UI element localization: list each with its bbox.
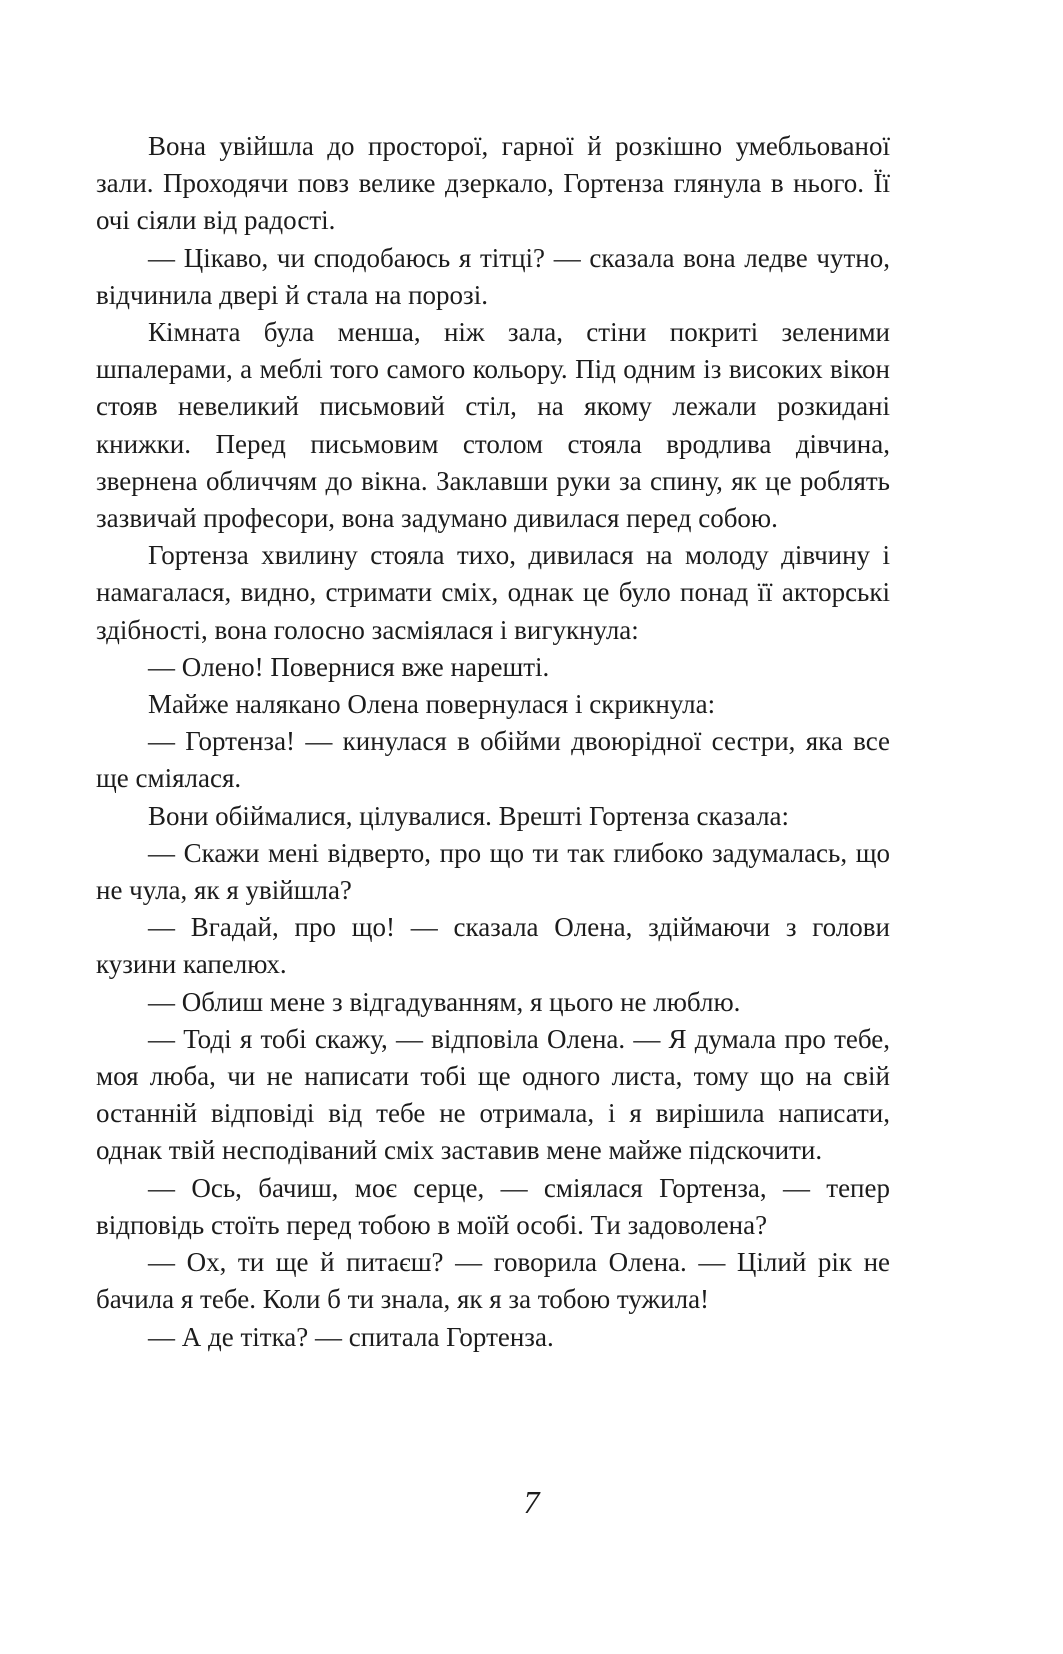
paragraph-6: Майже налякано Олена повернулася і скрикнула:	[148, 689, 716, 720]
page-body	[96, 128, 890, 1356]
paragraph-8: Вони обіймалися, цілувалися. Врешті Гортенза сказала:	[148, 800, 790, 831]
paragraph-13: — Ось, бачиш, моє серце, — сміялася Гортенза, — тепер відповідь стоїть перед тобою в моїй особі. Ти задоволена?	[96, 1172, 890, 1240]
paragraph-10: — Вгадай, про що! — сказала Олена, здіймаючи з голови кузини капелюх.	[96, 912, 890, 980]
paragraph-5: — Олено! Повернися вже нарешті.	[148, 651, 550, 682]
paragraph-14: — Ох, ти ще й питаєш? — говорила Олена. — Цілий рік не бачила я тебе. Коли б ти знала, як я за тобою тужила!	[96, 1247, 890, 1315]
paragraph-1: Вона увійшла до просторої, гарної й розкішно умебльованої зали. Проходячи повз велике дзеркало, Гортенза глянула в нього. Її очі сіяли від радості.	[96, 131, 890, 236]
paragraph-11: — Облиш мене з відгадуванням, я цього не люблю.	[148, 986, 741, 1017]
paragraph-9: — Скажи мені відверто, про що ти так глибоко задумалась, що не чула, як я увійшла?	[96, 837, 890, 906]
paragraph-3: Кімната була менша, ніж зала, стіни покриті зеленими шпалерами, а меблі того самого кольору. Під одним із високих вікон стояв невеликий письмовий стіл, на якому лежали розкидані книжки. Перед письмовим столом стояла вродлива дівчина, звернена обличчям до вікна. Заклавши руки за спину, як це роблять зазвичай професори, вона задумано дивилася перед собою.	[96, 317, 890, 534]
paragraph-2: — Цікаво, чи сподобаюсь я тітці? — сказала вона ледве чутно, відчинила двері й стала на порозі.	[96, 242, 890, 310]
paragraph-12: — Тоді я тобі скажу, — відповіла Олена. — Я думала про тебе, моя люба, чи не написати тобі ще одного листа, тому що на свій останній відповіді від тебе не отримала, і я вирішила написати, однак твій несподіваний сміх заставив мене майже підскочити.	[96, 1023, 890, 1166]
page-number: 7	[523, 1484, 540, 1520]
paragraph-7: — Гортенза! — кинулася в обійми двоюрідної сестри, яка все ще сміялася.	[96, 726, 890, 794]
paragraph-15: — А де тітка? — спитала Гортенза.	[148, 1321, 554, 1352]
paragraph-4: Гортенза хвилину стояла тихо, дивилася на молоду дівчину і намагалася, видно, стримати сміх, однак це було понад її акторські здібності, вона голосно засміялася і вигукнула:	[96, 540, 890, 645]
